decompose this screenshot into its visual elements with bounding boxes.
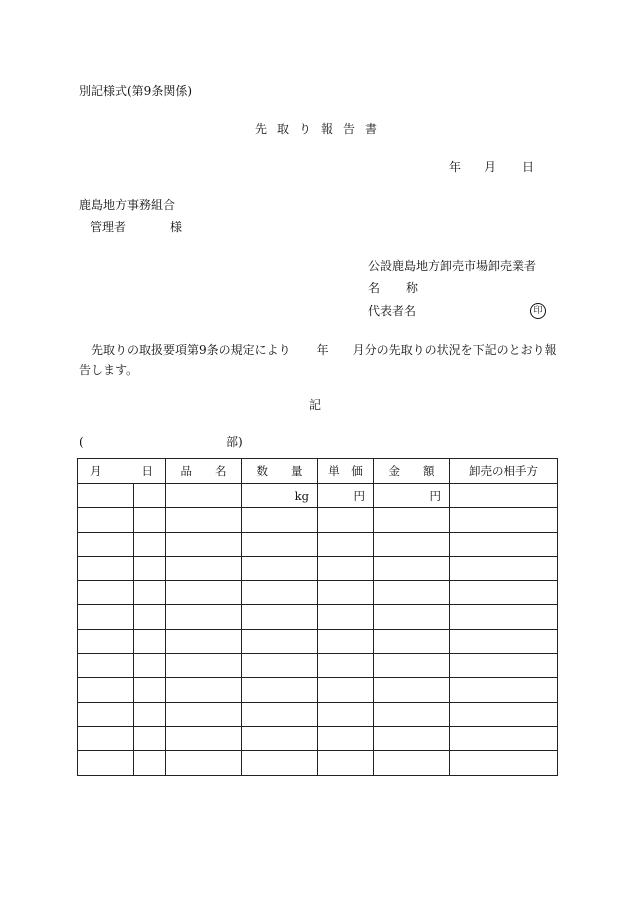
seal-mark: 印 [530,303,546,319]
cell-quantity[interactable] [242,654,318,678]
cell-month[interactable] [78,726,134,750]
report-table [77,458,558,776]
cell-day[interactable] [134,726,166,750]
cell-month[interactable] [78,605,134,629]
cell-price[interactable] [318,678,374,702]
cell-price[interactable] [318,726,374,750]
cell-quantity[interactable] [242,484,318,508]
cell-day[interactable] [134,508,166,532]
cell-day[interactable] [134,629,166,653]
cell-month[interactable] [78,484,134,508]
body-text-part1: 先取りの取扱要項第9条の規定により [91,343,291,357]
table-row [78,726,558,750]
cell-amount[interactable] [374,751,450,775]
cell-day[interactable] [134,751,166,775]
sender-name-label [368,280,418,296]
cell-price[interactable] [318,581,374,605]
header-day: 日 [141,464,153,478]
cell-price[interactable] [318,532,374,556]
unit-kg: kg [294,488,309,503]
header-month: 月 [90,464,102,478]
cell-quantity[interactable] [242,702,318,726]
cell-month[interactable] [78,532,134,556]
table-row [78,605,558,629]
cell-item[interactable] [166,751,242,775]
header-quantity: 数 量 [242,459,318,484]
cell-item[interactable] [166,726,242,750]
cell-quantity[interactable] [242,629,318,653]
cell-partner[interactable] [450,678,558,702]
cell-item[interactable] [166,678,242,702]
cell-day[interactable] [134,702,166,726]
cell-partner[interactable] [450,508,558,532]
cell-amount[interactable] [374,629,450,653]
cell-month[interactable] [78,654,134,678]
cell-day[interactable] [134,532,166,556]
cell-amount[interactable] [374,581,450,605]
cell-item[interactable] [166,532,242,556]
cell-partner[interactable] [450,605,558,629]
cell-partner[interactable] [450,532,558,556]
cell-quantity[interactable] [242,508,318,532]
table-row [78,532,558,556]
date-day: 日 [522,160,535,174]
cell-month[interactable] [78,702,134,726]
table-row [78,654,558,678]
cell-partner[interactable] [450,654,558,678]
cell-quantity[interactable] [242,678,318,702]
cell-item[interactable] [166,484,242,508]
cell-item[interactable] [166,581,242,605]
cell-amount[interactable] [374,484,450,508]
cell-item[interactable] [166,629,242,653]
date-year: 年 [449,160,462,174]
cell-day[interactable] [134,484,166,508]
cell-amount[interactable] [374,654,450,678]
cell-partner[interactable] [450,556,558,580]
ki-heading: 記 [308,398,321,412]
cell-month[interactable] [78,678,134,702]
body-text-part2: 月分の先取りの状況を下記のとおり報告します。 [79,343,557,377]
cell-amount[interactable] [374,726,450,750]
cell-price[interactable] [318,629,374,653]
body-text [79,340,565,380]
cell-price[interactable] [318,654,374,678]
sender-name-label-a: 名 [368,281,381,295]
cell-amount[interactable] [374,508,450,532]
table-row [78,678,558,702]
department-close: 部) [226,435,243,449]
cell-month[interactable] [78,751,134,775]
cell-day[interactable] [134,678,166,702]
cell-item[interactable] [166,702,242,726]
header-amount: 金 額 [374,459,450,484]
table-row [78,581,558,605]
cell-quantity[interactable] [242,726,318,750]
cell-quantity[interactable] [242,751,318,775]
cell-month[interactable] [78,508,134,532]
header-month-day [78,459,166,484]
cell-day[interactable] [134,654,166,678]
cell-month[interactable] [78,556,134,580]
cell-amount[interactable] [374,702,450,726]
header-item: 品 名 [166,459,242,484]
cell-partner[interactable] [450,629,558,653]
unit-yen-amount: 円 [429,488,441,503]
cell-price[interactable] [318,556,374,580]
cell-price[interactable] [318,508,374,532]
cell-item[interactable] [166,654,242,678]
cell-day[interactable] [134,581,166,605]
department-open: ( [79,435,84,449]
cell-price[interactable] [318,702,374,726]
cell-day[interactable] [134,605,166,629]
cell-quantity[interactable] [242,605,318,629]
cell-day[interactable] [134,556,166,580]
cell-amount[interactable] [374,532,450,556]
cell-partner[interactable] [450,726,558,750]
cell-item[interactable] [166,605,242,629]
cell-item[interactable] [166,508,242,532]
table-row [78,508,558,532]
body-text-year: 年 [316,343,329,357]
cell-price[interactable] [318,605,374,629]
table-row [78,629,558,653]
table-header-row [78,459,558,484]
table-row [78,556,558,580]
cell-amount[interactable] [374,556,450,580]
cell-partner[interactable] [450,702,558,726]
cell-price[interactable] [318,751,374,775]
cell-price[interactable] [318,484,374,508]
cell-quantity[interactable] [242,581,318,605]
form-reference: 別記様式(第9条関係) [79,84,192,98]
document-title: 先取り報告書 [254,122,387,136]
date-month: 月 [484,160,497,174]
header-partner: 卸売の相手方 [450,459,558,484]
sender-name-label-b: 称 [406,281,419,295]
addressee-honorific: 様 [170,220,183,234]
header-price: 単 価 [318,459,374,484]
cell-partner[interactable] [450,581,558,605]
sender-org: 公設鹿島地方卸売市場卸売業者 [368,259,537,273]
table-row [78,751,558,775]
cell-amount[interactable] [374,605,450,629]
cell-partner[interactable] [450,751,558,775]
addressee-title: 管理者 [90,220,127,234]
cell-month[interactable] [78,581,134,605]
cell-partner[interactable] [450,484,558,508]
cell-quantity[interactable] [242,532,318,556]
cell-month[interactable] [78,629,134,653]
cell-amount[interactable] [374,678,450,702]
unit-yen-price: 円 [353,488,365,503]
cell-quantity[interactable] [242,556,318,580]
table-row [78,702,558,726]
cell-item[interactable] [166,556,242,580]
sender-rep-label: 代表者名 [368,304,417,318]
table-row [78,484,558,508]
addressee-org: 鹿島地方事務組合 [79,198,176,212]
